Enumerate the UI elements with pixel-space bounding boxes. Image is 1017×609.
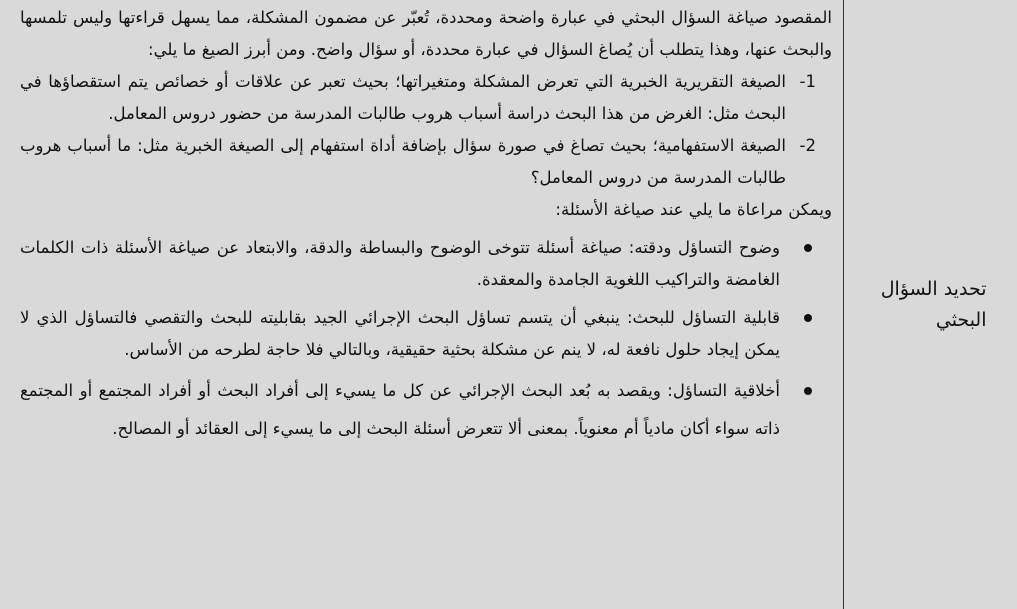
bullet-text: قابلية التساؤل للبحث: ينبغي أن يتسم تساؤل البحث الإجرائي الجيد بقابليته للبحث والتقصي فالتساؤل الذي لا يمكن إيجاد حلول نافعة له، لا ينم عن مشكلة بحثية حقيقية، وبالتالي فلا حاجة لطرحه من الأساس. bbox=[20, 308, 780, 359]
item-text: الصيغة الاستفهامية؛ بحيث تصاغ في صورة سؤال بإضافة أداة استفهام إلى الصيغة الخبرية مثل: ما أسباب هروب طالبات المدرسة من دروس المعامل؟ bbox=[20, 136, 786, 187]
numbered-item bbox=[20, 130, 816, 194]
bullet-icon bbox=[804, 314, 812, 322]
bullet-item bbox=[20, 302, 832, 366]
bullet-text: وضوح التساؤل ودقته: صياغة أسئلة تتوخى الوضوح والبساطة والدقة، والابتعاد عن صياغة الأسئلة ذات الكلمات الغامضة والتراكيب اللغوية الجامدة والمعقدة. bbox=[20, 238, 780, 289]
bullet-item bbox=[20, 372, 832, 448]
item-number: 1- bbox=[799, 72, 816, 91]
row-label: تحديد السؤال البحثي bbox=[880, 277, 987, 331]
item-text: الصيغة التقريرية الخبرية التي تعرض المشكلة ومتغيراتها؛ بحيث تعبر عن علاقات أو خصائص يتم استقصاؤها في البحث مثل: الغرض من هذا البحث دراسة أسباب هروب طالبات المدرسة من حضور دروس المعامل. bbox=[20, 72, 786, 123]
content-cell bbox=[20, 2, 832, 448]
criteria-intro: ويمكن مراعاة ما يلي عند صياغة الأسئلة: bbox=[555, 200, 832, 219]
label-cell bbox=[844, 0, 1017, 609]
bullet-icon bbox=[804, 244, 812, 252]
column-divider bbox=[843, 0, 844, 609]
bullet-icon bbox=[804, 387, 812, 395]
item-number: 2- bbox=[799, 136, 816, 155]
intro-paragraph: المقصود صياغة السؤال البحثي في عبارة واضحة ومحددة، تُعبّر عن مضمون المشكلة، مما يسهل قراءتها وليس تلمسها والبحث عنها، وهذا يتطلب أن يُصاغ السؤال في عبارة محددة، أو سؤال واضح. ومن أبرز الصيغ ما يلي: bbox=[20, 8, 832, 59]
numbered-item bbox=[20, 66, 816, 130]
bullet-text: أخلاقية التساؤل: ويقصد به بُعد البحث الإجرائي عن كل ما يسيء إلى أفراد البحث أو أفراد المجتمع أو المجتمع ذاته سواء أكان مادياً أم معنوياً. بمعنى ألا تتعرض أسئلة البحث إلى ما يسيء إلى العقائد أو المصالح. bbox=[20, 381, 780, 438]
bullet-item bbox=[20, 232, 832, 296]
